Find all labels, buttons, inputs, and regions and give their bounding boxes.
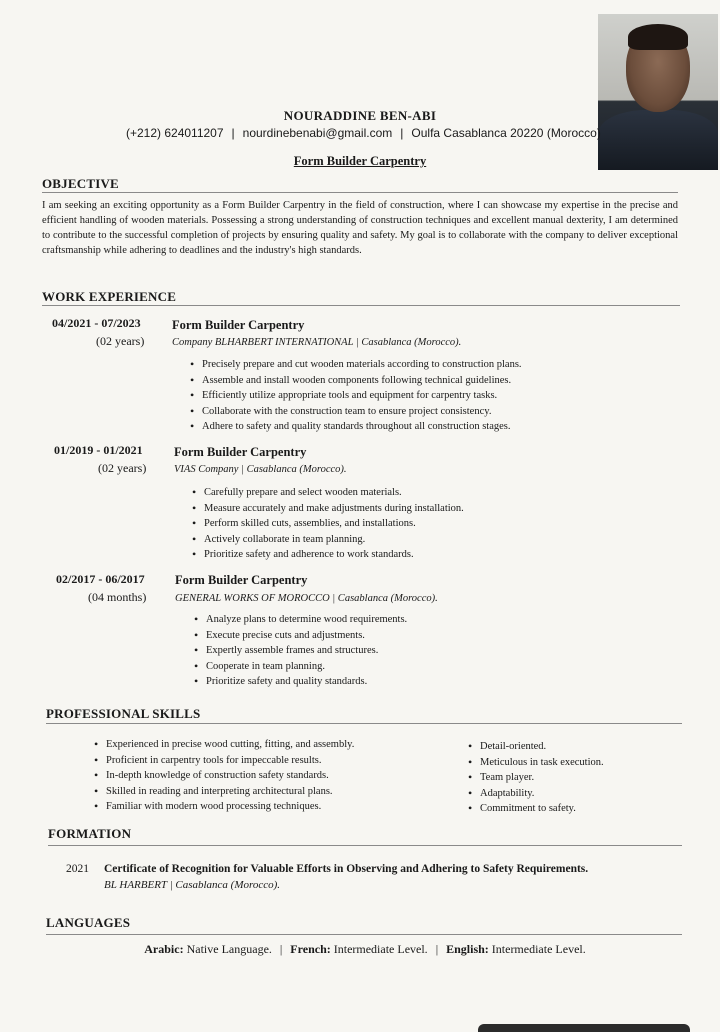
language-level: Native Language. <box>186 942 272 956</box>
target-role: Form Builder Carpentry <box>293 154 427 168</box>
languages-heading: LANGUAGES <box>46 915 131 930</box>
job-dates: 02/2017 - 06/2017 <box>56 572 145 586</box>
section-divider <box>42 305 680 306</box>
list-item: • Assemble and install wooden components following technical guidelines. <box>202 373 522 389</box>
formation-year: 2021 <box>66 863 89 875</box>
language-name: English: <box>446 942 489 956</box>
job-duties-list <box>192 612 407 690</box>
section-divider <box>42 192 678 193</box>
separator: | <box>400 126 404 140</box>
language-name: Arabic: <box>144 942 184 956</box>
experience-heading: WORK EXPERIENCE <box>42 289 177 304</box>
list-item: • Actively collaborate in team planning. <box>204 532 464 548</box>
job-dates: 01/2019 - 01/2021 <box>54 443 143 457</box>
certificate-organization: BL HARBERT | Casablanca (Morocco). <box>104 879 281 891</box>
job-title: Form Builder Carpentry <box>175 573 308 587</box>
language-level: Intermediate Level. <box>333 942 428 956</box>
list-item: • Commitment to safety. <box>480 801 604 817</box>
list-item: • Execute precise cuts and adjustments. <box>206 628 407 644</box>
phone-number: (+212) 624011207 <box>126 126 224 140</box>
formation-heading: FORMATION <box>48 826 132 841</box>
list-item: • Collaborate with the construction team to ensure project consistency. <box>202 404 522 420</box>
list-item: • Prioritize safety and adherence to work standards. <box>204 547 464 563</box>
objective-text: I am seeking an exciting opportunity as a Form Builder Carpentry in the field of construction, where I can showcase my expertise in the precise and efficient handling of wooden materials. Possessing a strong understanding of construction techniques and excellent manual dexterity, I am determined to contribute to the successful completion of projects by ensuring quality and safety. My goal is to collaborate with the company to deliver exceptional craftsmanship while adhering to deadlines and the industry's high standards. <box>42 200 678 256</box>
list-item: • Measure accurately and make adjustments during installation. <box>204 501 464 517</box>
job-duration: (02 years) <box>96 334 145 348</box>
candidate-name: NOURADDINE BEN-ABI <box>283 108 437 123</box>
job-company: GENERAL WORKS OF MOROCCO | Casablanca (Morocco). <box>175 593 438 604</box>
objective-heading: OBJECTIVE <box>42 176 119 191</box>
job-company: VIAS Company | Casablanca (Morocco). <box>174 464 347 475</box>
job-duration: (02 years) <box>98 461 147 475</box>
list-item: • Efficiently utilize appropriate tools and equipment for carpentry tasks. <box>202 388 522 404</box>
job-company: Company BLHARBERT INTERNATIONAL | Casablanca (Morocco). <box>172 337 462 348</box>
language-name: French: <box>290 942 331 956</box>
job-title: Form Builder Carpentry <box>174 445 307 459</box>
separator: | <box>231 126 235 140</box>
list-item: • Expertly assemble frames and structures. <box>206 643 407 659</box>
list-item: • Prioritize safety and quality standards. <box>206 674 407 690</box>
list-item: • Familiar with modern wood processing techniques. <box>106 799 354 815</box>
skills-list-right <box>466 739 604 817</box>
list-item: • Team player. <box>480 770 604 786</box>
list-item: • Precisely prepare and cut wooden materials according to construction plans. <box>202 357 522 373</box>
list-item: • Skilled in reading and interpreting architectural plans. <box>106 784 354 800</box>
scan-edge-bar <box>478 1024 690 1032</box>
job-dates: 04/2021 - 07/2023 <box>52 316 141 330</box>
separator: | <box>435 942 439 956</box>
job-duties-list <box>188 357 522 435</box>
list-item: • Adhere to safety and quality standards throughout all construction stages. <box>202 419 522 435</box>
certificate-title: Certificate of Recognition for Valuable Efforts in Observing and Adhering to Safety Requirements. <box>104 863 589 875</box>
list-item: • Analyze plans to determine wood requirements. <box>206 612 407 628</box>
list-item: • Cooperate in team planning. <box>206 659 407 675</box>
list-item: • Detail-oriented. <box>480 739 604 755</box>
section-divider <box>46 723 682 724</box>
separator: | <box>279 942 283 956</box>
profile-photo <box>598 14 718 170</box>
section-divider <box>48 845 682 846</box>
postal-address: Oulfa Casablanca 20220 (Morocco) <box>411 126 601 140</box>
list-item: • Experienced in precise wood cutting, fitting, and assembly. <box>106 737 354 753</box>
list-item: • Meticulous in task execution. <box>480 755 604 771</box>
email-address: nourdinebenabi@gmail.com <box>242 126 393 140</box>
list-item: • Proficient in carpentry tools for impeccable results. <box>106 753 354 769</box>
list-item: • Perform skilled cuts, assemblies, and installations. <box>204 516 464 532</box>
job-title: Form Builder Carpentry <box>172 318 305 332</box>
contact-line <box>126 126 601 140</box>
languages-line <box>0 942 720 957</box>
skills-heading: PROFESSIONAL SKILLS <box>46 706 201 721</box>
job-duration: (04 months) <box>88 590 147 604</box>
list-item: • Carefully prepare and select wooden materials. <box>204 485 464 501</box>
list-item: • Adaptability. <box>480 786 604 802</box>
language-level: Intermediate Level. <box>491 942 586 956</box>
section-divider <box>46 934 682 935</box>
job-duties-list <box>190 485 464 563</box>
skills-list-left <box>92 737 354 815</box>
list-item: • In-depth knowledge of construction safety standards. <box>106 768 354 784</box>
